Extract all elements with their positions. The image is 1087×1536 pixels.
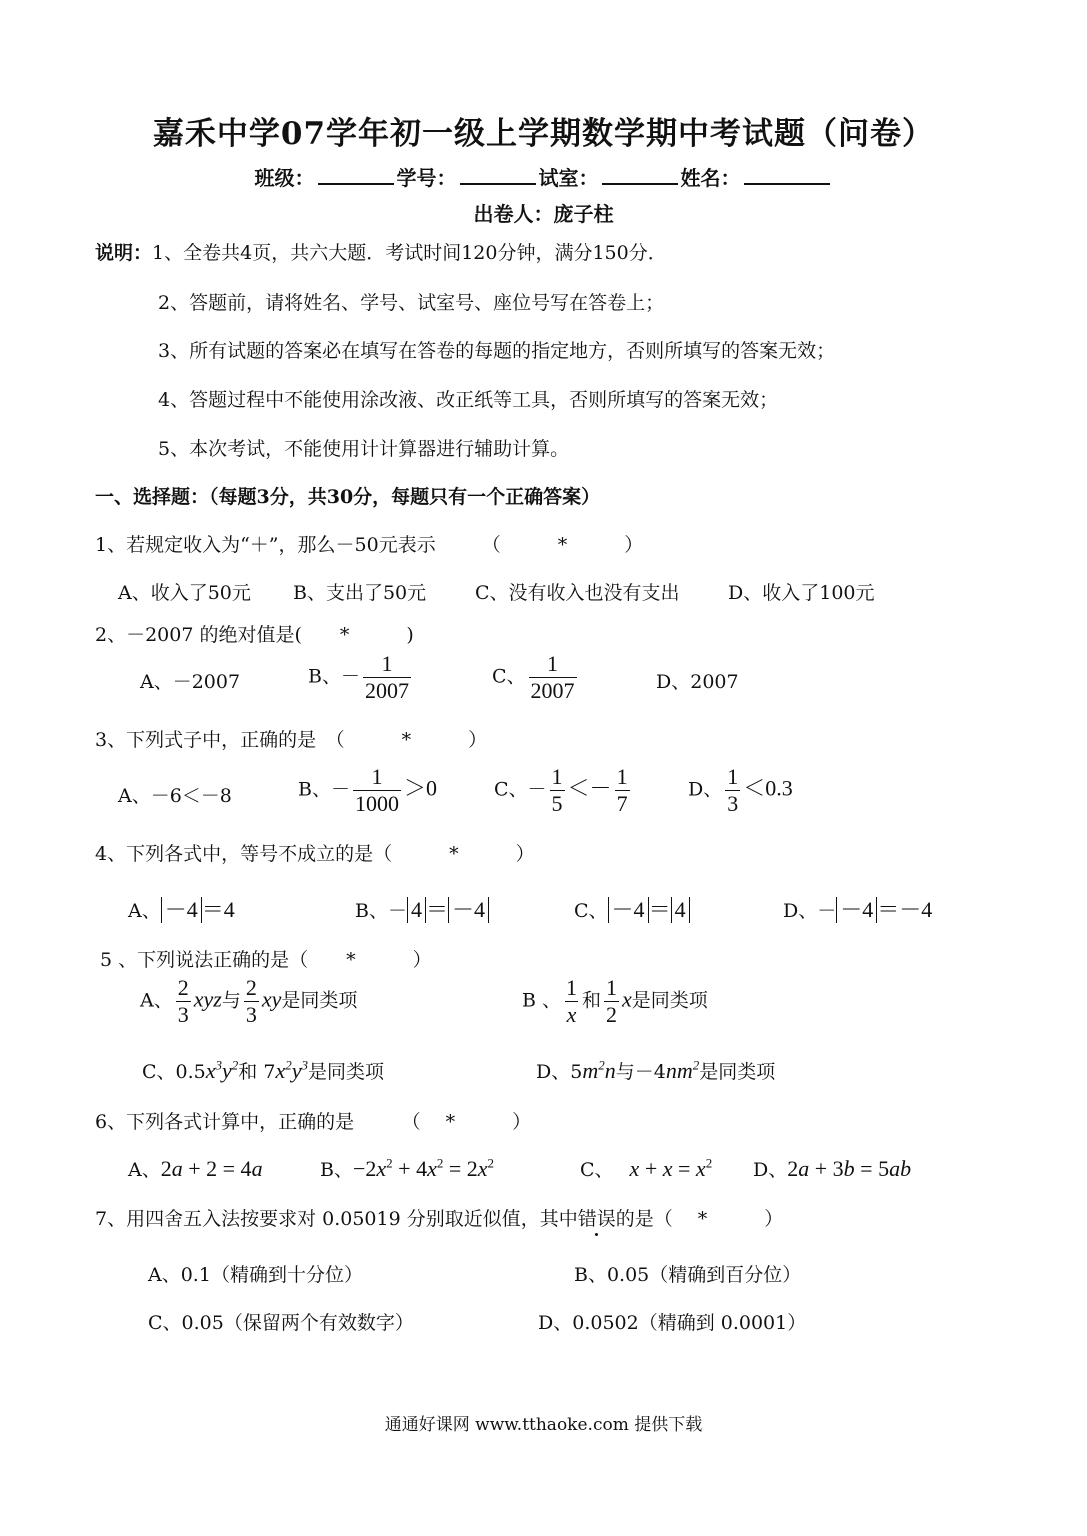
option-label: B、	[320, 1159, 353, 1181]
option-tail: 是同类项	[307, 1061, 384, 1083]
option-label: B 、	[522, 989, 562, 1012]
connector: 与－4	[615, 1061, 666, 1083]
fraction-numerator: 1	[547, 651, 559, 676]
fraction-denominator: 3	[245, 1002, 257, 1027]
option-tail: 是同类项	[631, 989, 708, 1012]
connector: 与	[221, 989, 241, 1012]
question-3-d-tail: ＜0.3	[743, 775, 793, 801]
question-7-stem	[95, 1204, 783, 1231]
emphasis-text: 错误	[577, 1208, 616, 1230]
question-4-option-c	[574, 893, 690, 924]
question-3-option-b	[298, 764, 437, 817]
math-term: $x^2y^3$	[275, 1057, 308, 1083]
absolute-value: 4	[407, 897, 426, 923]
option-label: C、0.5	[142, 1061, 206, 1083]
question-3-c-label: C、－	[494, 778, 547, 801]
question-3-stem: 3、下列式子中，正确的是 （ * ）	[95, 729, 488, 751]
fraction-denominator: 3	[177, 1002, 189, 1027]
absolute-value: －4	[448, 897, 489, 923]
question-4-option-a	[128, 893, 235, 924]
question-3-b-label: B、－	[298, 778, 350, 801]
fraction-denominator: 1000	[354, 791, 399, 816]
question-3-c-fraction-2	[615, 764, 630, 817]
question-2-b-fraction	[363, 651, 411, 704]
option-tail: ＝－4	[877, 897, 933, 922]
fraction-denominator: 2007	[364, 678, 409, 703]
page-footer: 通通好课网 www.tthaoke.com 提供下载	[384, 1415, 703, 1435]
question-6-option-b	[320, 1155, 494, 1182]
fraction-denominator: 7	[616, 791, 628, 816]
connector: 和	[582, 989, 602, 1012]
question-2-stem: 2、－2007 的绝对值是( * )	[95, 624, 414, 646]
question-7-paren: 的是（ * ）	[615, 1208, 784, 1230]
math-term: $m^2n$	[582, 1057, 616, 1083]
math-term: $x^3y^2$	[205, 1057, 239, 1083]
math-term: $nm^2$	[665, 1057, 700, 1083]
name-blank	[744, 165, 830, 185]
fraction-numerator: 2	[245, 975, 257, 1000]
question-1-paren: （ * ）	[481, 534, 644, 556]
question-2-option-a: A、－2007	[140, 671, 241, 693]
question-6-option-d	[753, 1155, 911, 1182]
number-label: 学号：	[396, 166, 457, 190]
option-label: D、－	[783, 900, 837, 922]
question-3-option-c	[494, 764, 633, 817]
fraction-numerator: 1	[616, 764, 628, 789]
option-label: D、	[753, 1159, 788, 1181]
question-4-stem: 4、下列各式中，等号不成立的是（ * ）	[95, 843, 535, 865]
fraction-numerator: 1	[371, 764, 383, 789]
question-2-c-fraction	[529, 651, 577, 704]
option-label: A、	[128, 900, 161, 922]
math-expression: $x + x = x^2$	[629, 1155, 713, 1181]
fraction-denominator: 5	[551, 791, 563, 816]
question-3-b-fraction	[353, 764, 401, 817]
variable: xyz	[193, 986, 222, 1012]
question-7-option-a: A、0.1（精确到十分位）	[148, 1264, 363, 1286]
fraction-numerator: 1	[566, 975, 578, 1000]
question-2-c-label: C、	[492, 665, 526, 688]
question-3-b-tail: ＞0	[403, 775, 437, 801]
class-label: 班级：	[254, 166, 315, 190]
room-label: 试室：	[538, 166, 599, 190]
question-4-option-d	[783, 893, 932, 924]
question-5-option-d	[536, 1057, 775, 1084]
variable: x	[622, 986, 632, 1012]
question-5-option-a	[140, 975, 357, 1028]
equals-sign: ＝	[425, 897, 448, 922]
math-expression: $-2x^2 + 4x^2 = 2x^2$	[352, 1155, 495, 1181]
fraction	[176, 975, 191, 1028]
note-item-3: 3、所有试题的答案必在填写在答卷的每题的指定地方，否则所填写的答案无效；	[158, 340, 836, 362]
question-7-option-c: C、0.05（保留两个有效数字）	[148, 1312, 414, 1334]
question-3-d-fraction	[725, 764, 740, 817]
question-1-stem	[95, 530, 643, 557]
fraction-denominator: 2	[606, 1002, 618, 1027]
fraction	[604, 975, 619, 1028]
author-line: 出卷人：庞子柱	[473, 202, 614, 226]
question-3-c-fraction-1	[550, 764, 565, 817]
fraction	[564, 975, 579, 1028]
absolute-value: －4	[161, 897, 202, 923]
fraction-numerator: 1	[551, 764, 563, 789]
option-label: A、	[128, 1159, 161, 1181]
page-title: 嘉禾中学07学年初一级上学期数学期中考试题（问卷）	[152, 116, 935, 152]
option-label: C、	[574, 900, 608, 922]
question-2-option-d: D、2007	[656, 671, 739, 693]
question-5-option-b	[522, 975, 708, 1028]
option-label: A、	[140, 989, 173, 1012]
absolute-value: 4	[671, 897, 690, 923]
fraction-numerator: 1	[606, 975, 618, 1000]
question-3-c-mid: ＜－	[567, 775, 612, 801]
equals-sign: ＝	[648, 897, 671, 922]
section-heading: 一、选择题：（每题3分，共30分，每题只有一个正确答案）	[95, 486, 601, 508]
question-6-stem: 6、下列各式计算中，正确的是 （ * ）	[95, 1111, 532, 1133]
option-tail: 是同类项	[281, 989, 358, 1012]
number-blank	[460, 165, 536, 185]
note-item-5: 5、本次考试，不能使用计计算器进行辅助计算。	[158, 438, 570, 460]
question-1-option-c: C、没有收入也没有支出	[475, 582, 680, 604]
class-blank	[318, 165, 394, 185]
question-2-b-label: B、－	[308, 665, 360, 688]
question-3-option-a: A、－6＜－8	[118, 785, 232, 807]
name-label: 姓名：	[680, 166, 741, 190]
fraction-denominator: x	[566, 1002, 577, 1027]
question-1-option-b: B、支出了50元	[293, 582, 427, 604]
question-7-option-d: D、0.0502（精确到 0.0001）	[538, 1312, 807, 1334]
room-blank	[602, 165, 678, 185]
question-4-option-b	[355, 893, 489, 924]
option-tail: ＝4	[201, 897, 235, 922]
fraction-denominator: 2007	[530, 678, 575, 703]
fraction-denominator: 3	[727, 791, 739, 816]
option-tail: 是同类项	[699, 1061, 776, 1083]
notes-first-line	[95, 238, 667, 265]
fraction-numerator: 2	[177, 975, 189, 1000]
absolute-value: －4	[836, 897, 877, 923]
notes-head: 说明：	[95, 242, 153, 264]
fraction	[244, 975, 259, 1028]
note-item-1: 1、全卷共4页，共六大题．考试时间120分钟，满分150分．	[152, 242, 667, 264]
question-6-option-c	[580, 1155, 712, 1182]
math-expression: 2a + 2 = 4a	[160, 1156, 263, 1181]
question-3-d-label: D、	[688, 778, 723, 801]
question-1-text: 1、若规定收入为“＋”，那么－50元表示	[95, 534, 436, 556]
option-label: B、－	[355, 900, 407, 922]
variable: xy	[261, 986, 282, 1012]
question-7-option-b: B、0.05（精确到百分位）	[574, 1264, 802, 1286]
question-1-option-d: D、收入了100元	[728, 582, 875, 604]
option-label: C、	[580, 1159, 614, 1181]
option-label: D、5	[536, 1061, 583, 1083]
question-2-option-b	[308, 651, 414, 704]
question-6-option-a	[128, 1155, 263, 1182]
fraction-numerator: 1	[727, 764, 739, 789]
question-5-option-c	[142, 1057, 384, 1084]
absolute-value: －4	[608, 897, 649, 923]
math-expression: 2a + 3b = 5ab	[787, 1156, 912, 1181]
question-1-option-a: A、收入了50元	[118, 582, 251, 604]
question-3-option-d	[688, 764, 793, 817]
fraction-numerator: 1	[381, 651, 393, 676]
student-info-line	[0, 162, 1087, 191]
question-5-stem: 5 、下列说法正确的是（ * ）	[100, 949, 432, 971]
question-2-option-c	[492, 651, 580, 704]
note-item-2: 2、答题前，请将姓名、学号、试室号、座位号写在答卷上；	[158, 292, 665, 314]
note-item-4: 4、答题过程中不能使用涂改液、改正纸等工具，否则所填写的答案无效；	[158, 389, 779, 411]
question-7-text: 7、用四舍五入法按要求对 0.05019 分别取近似值，其中	[95, 1208, 578, 1230]
connector: 和 7	[238, 1061, 276, 1083]
